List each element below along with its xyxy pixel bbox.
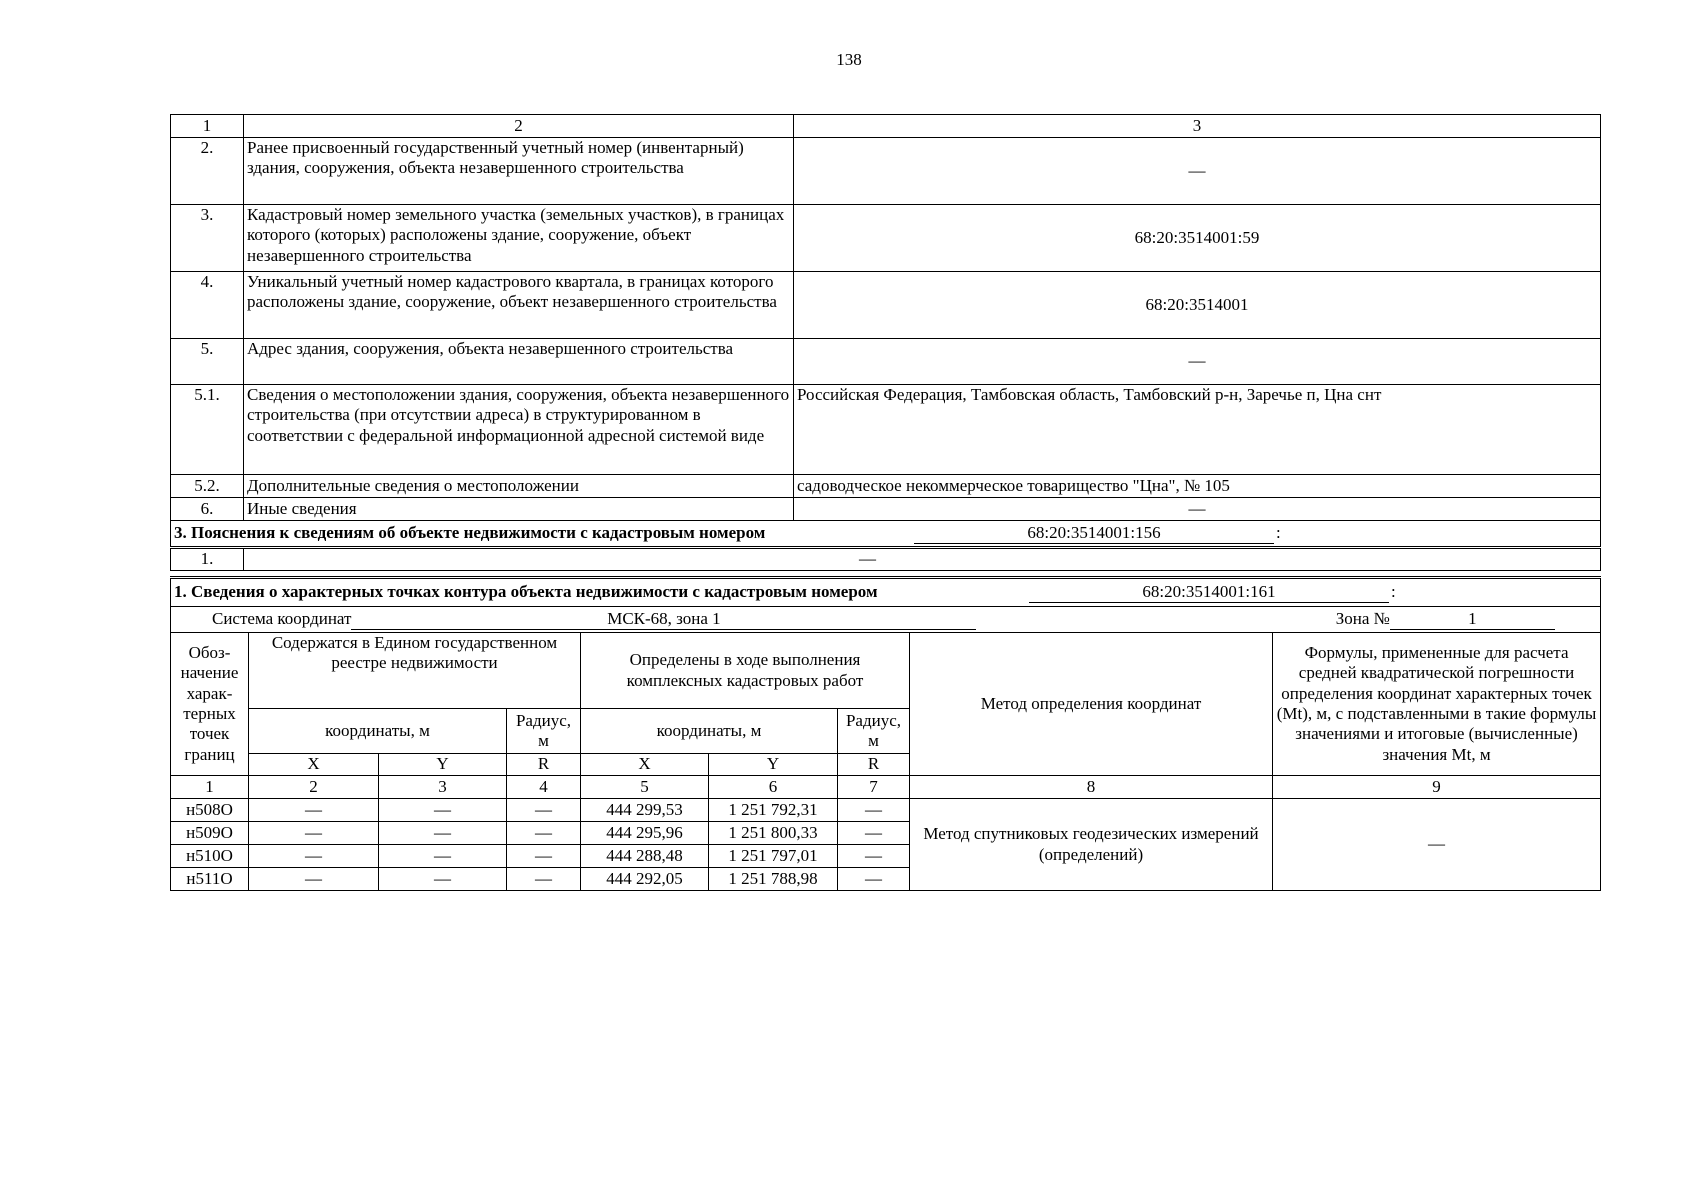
- table-row: [171, 339, 1601, 385]
- method-value: Метод спутниковых геодезических измерений (определений): [910, 799, 1273, 891]
- point-x-egrn: —: [249, 799, 379, 822]
- point-name: н508О: [171, 799, 249, 822]
- col-egrn-header: Содержатся в Едином государственном реестре недвижимости: [249, 633, 581, 709]
- col-num: 6: [709, 776, 838, 799]
- col-complex-header: Определены в ходе выполнения комплексных кадастровых работ: [581, 633, 910, 709]
- point-x: 444 288,48: [581, 845, 709, 868]
- row-number: 2.: [171, 138, 244, 205]
- complex-x-header: X: [581, 754, 709, 776]
- complex-y-header: Y: [709, 754, 838, 776]
- points-title-row: [171, 578, 1601, 607]
- section3-heading: [171, 521, 1601, 548]
- point-x: 444 299,53: [581, 799, 709, 822]
- row-label: Дополнительные сведения о местоположении: [244, 475, 794, 498]
- row-label: Сведения о местоположении здания, сооружения, объекта незавершенного строительства (при отсутствии адреса) в структурированном в соответствии с федеральной информационной адресной системой виде: [244, 385, 794, 475]
- point-r-egrn: —: [507, 845, 581, 868]
- object-info-table: [170, 114, 1601, 571]
- row-number: 5.: [171, 339, 244, 385]
- points-cadastral-number: 68:20:3514001:161: [1029, 582, 1389, 603]
- col-number-2: 2: [244, 115, 794, 138]
- col-num: 8: [910, 776, 1273, 799]
- table-row: [171, 385, 1601, 475]
- col-method-header: Метод определения координат: [910, 633, 1273, 776]
- header-row: [171, 115, 1601, 138]
- row-value: Российская Федерация, Тамбовская область, Тамбовский р-н, Заречье п, Цна снт: [794, 385, 1601, 475]
- formula-value: —: [1273, 799, 1601, 891]
- point-x-egrn: —: [249, 868, 379, 891]
- col-number-3: 3: [794, 115, 1601, 138]
- row-value: —: [794, 339, 1601, 385]
- row-label: Иные сведения: [244, 498, 794, 521]
- col-num: 9: [1273, 776, 1601, 799]
- section3-title: 3. Пояснения к сведениям об объекте недвижимости с кадастровым номером: [174, 522, 766, 542]
- egrn-r-header: R: [507, 754, 581, 776]
- coord-system-label: Система координат: [212, 608, 352, 628]
- row-number: 5.2.: [171, 475, 244, 498]
- point-y-egrn: —: [379, 799, 507, 822]
- egrn-y-header: Y: [379, 754, 507, 776]
- point-r-egrn: —: [507, 822, 581, 845]
- complex-radius-header: Радиус, м: [838, 709, 910, 754]
- row-label: Уникальный учетный номер кадастрового квартала, в границах которого расположены здание, сооружение, объект незавершенного строительства: [244, 272, 794, 339]
- complex-coords-header: координаты, м: [581, 709, 838, 754]
- point-y: 1 251 797,01: [709, 845, 838, 868]
- table-row: [171, 548, 1601, 571]
- column-numbers-row: [171, 776, 1601, 799]
- row-label: Кадастровый номер земельного участка (земельных участков), в границах которого (которых) расположены здание, сооружение, объект незавершенного строительства: [244, 205, 794, 272]
- point-r-egrn: —: [507, 868, 581, 891]
- point-r: —: [838, 822, 910, 845]
- col-num: 4: [507, 776, 581, 799]
- point-x: 444 295,96: [581, 822, 709, 845]
- row-label: Ранее присвоенный государственный учетный номер (инвентарный) здания, сооружения, объекта незавершенного строительства: [244, 138, 794, 205]
- col-num: 7: [838, 776, 910, 799]
- row-value: —: [244, 548, 1601, 571]
- point-name: н509О: [171, 822, 249, 845]
- zone-label: Зона №: [1335, 608, 1390, 628]
- point-r: —: [838, 845, 910, 868]
- point-name: н510О: [171, 845, 249, 868]
- table-row: [171, 205, 1601, 272]
- point-y-egrn: —: [379, 845, 507, 868]
- col-num: 1: [171, 776, 249, 799]
- row-value: 68:20:3514001: [794, 272, 1601, 339]
- point-name: н511О: [171, 868, 249, 891]
- row-number: 1.: [171, 548, 244, 571]
- egrn-x-header: X: [249, 754, 379, 776]
- points-suffix: :: [1391, 581, 1396, 601]
- point-x-egrn: —: [249, 822, 379, 845]
- row-value: 68:20:3514001:59: [794, 205, 1601, 272]
- col-designation-header: Обоз-начение харак-терных точек границ: [171, 633, 249, 776]
- point-y: 1 251 788,98: [709, 868, 838, 891]
- coord-system-value: МСК-68, зона 1: [351, 609, 976, 630]
- zone-value: 1: [1390, 609, 1555, 630]
- row-value: —: [794, 498, 1601, 521]
- egrn-radius-header: Радиус, м: [507, 709, 581, 754]
- section3-suffix: :: [1276, 522, 1281, 542]
- row-label: Адрес здания, сооружения, объекта незавершенного строительства: [244, 339, 794, 385]
- row-value: садоводческое некоммерческое товарищество "Цна", № 105: [794, 475, 1601, 498]
- col-formula-header: Формулы, примененные для расчета средней квадратической погрешности определения координат характерных точек (Mt), м, с подставленными в такие формулы значениями и итоговые (вычисленные) значения Mt, м: [1273, 633, 1601, 776]
- row-number: 5.1.: [171, 385, 244, 475]
- section3-cadastral-number: 68:20:3514001:156: [914, 523, 1274, 544]
- table-row: [171, 138, 1601, 205]
- row-number: 6.: [171, 498, 244, 521]
- section3-header-row: [171, 521, 1601, 548]
- point-r: —: [838, 868, 910, 891]
- col-number-1: 1: [171, 115, 244, 138]
- coord-system-cell: [171, 607, 1601, 633]
- characteristic-points-table: [170, 576, 1601, 891]
- point-r: —: [838, 799, 910, 822]
- row-number: 3.: [171, 205, 244, 272]
- table-row: [171, 272, 1601, 339]
- row-number: 4.: [171, 272, 244, 339]
- point-x: 444 292,05: [581, 868, 709, 891]
- point-x-egrn: —: [249, 845, 379, 868]
- points-heading: [171, 578, 1601, 607]
- point-y-egrn: —: [379, 868, 507, 891]
- table-row: [171, 475, 1601, 498]
- point-y-egrn: —: [379, 822, 507, 845]
- col-num: 2: [249, 776, 379, 799]
- point-r-egrn: —: [507, 799, 581, 822]
- page-number: 138: [836, 50, 862, 69]
- col-num: 3: [379, 776, 507, 799]
- complex-r-header: R: [838, 754, 910, 776]
- egrn-coords-header: координаты, м: [249, 709, 507, 754]
- table-row: [171, 799, 1601, 822]
- coord-system-row: [171, 607, 1601, 633]
- point-y: 1 251 792,31: [709, 799, 838, 822]
- point-y: 1 251 800,33: [709, 822, 838, 845]
- table-row: [171, 498, 1601, 521]
- row-value: —: [794, 138, 1601, 205]
- points-title: 1. Сведения о характерных точках контура объекта недвижимости с кадастровым номером: [174, 581, 878, 601]
- points-header-row-1: [171, 633, 1601, 709]
- col-num: 5: [581, 776, 709, 799]
